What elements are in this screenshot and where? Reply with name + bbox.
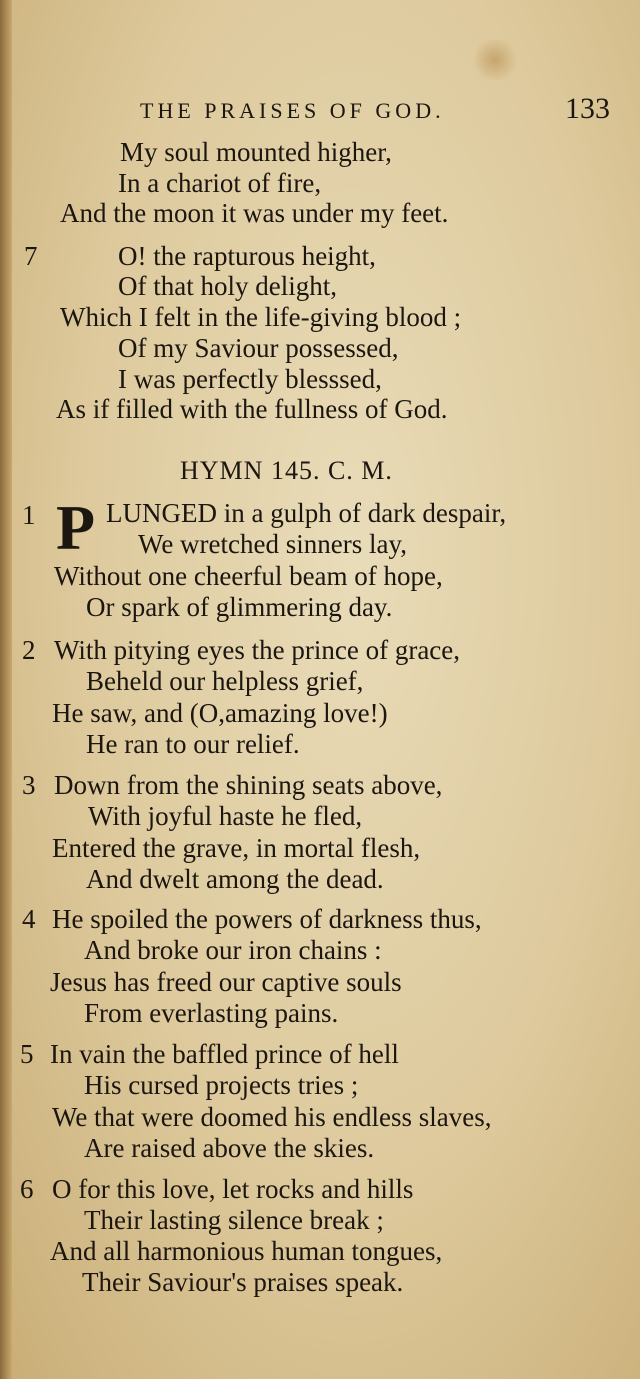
- paper-stain: [470, 40, 520, 80]
- verse-line: O! the rapturous height,: [118, 241, 376, 271]
- verse-number: 3: [22, 770, 36, 800]
- verse-line: With joyful haste he fled,: [88, 801, 363, 831]
- verse-line: Without one cheerful beam of hope,: [54, 561, 443, 591]
- verse-line: And dwelt among the dead.: [86, 864, 384, 894]
- verse-line: Are raised above the skies.: [84, 1133, 375, 1163]
- page-edge: [0, 0, 12, 1379]
- verse-line: And broke our iron chains :: [84, 935, 382, 965]
- verse-line: Entered the grave, in mortal flesh,: [52, 833, 421, 863]
- verse-line: Or spark of glimmering day.: [86, 592, 393, 622]
- verse-line: He saw, and (O,amazing love!): [52, 698, 388, 728]
- verse-line: As if filled with the fullness of God.: [56, 394, 448, 424]
- verse-line: With pitying eyes the prince of grace,: [54, 635, 461, 665]
- verse-line: LUNGED in a gulph of dark despair,: [106, 498, 507, 528]
- verse-line: Their Saviour's praises speak.: [82, 1267, 404, 1297]
- verse-line: Down from the shining seats above,: [54, 770, 443, 800]
- verse-line: In vain the baffled prince of hell: [50, 1039, 399, 1069]
- verse-line: From everlasting pains.: [84, 998, 339, 1028]
- verse-line: Beheld our helpless grief,: [86, 666, 364, 696]
- verse-line: He ran to our relief.: [86, 729, 300, 759]
- stanza-number: 7: [24, 241, 38, 271]
- hymn-heading: HYMN 145. C. M.: [180, 456, 393, 485]
- verse-line: Which I felt in the life-giving blood ;: [60, 302, 462, 332]
- page-number: 133: [565, 92, 610, 125]
- verse-line: He spoiled the powers of darkness thus,: [52, 904, 482, 934]
- verse-line: We wretched sinners lay,: [138, 529, 407, 559]
- verse-line: Of my Saviour possessed,: [118, 333, 399, 363]
- verse-line: And all harmonious human tongues,: [50, 1236, 443, 1266]
- verse-line: And the moon it was under my feet.: [60, 198, 449, 228]
- verse-number: 5: [20, 1039, 34, 1069]
- drop-cap: P: [56, 492, 96, 563]
- running-title: THE PRAISES OF GOD.: [140, 98, 445, 123]
- verse-line: In a chariot of fire,: [118, 168, 322, 198]
- verse-line: Their lasting silence break ;: [84, 1205, 384, 1235]
- verse-line: We that were doomed his endless slaves,: [52, 1102, 492, 1132]
- verse-line: O for this love, let rocks and hills: [52, 1174, 414, 1204]
- verse-line: My soul mounted higher,: [120, 137, 392, 167]
- verse-line: His cursed projects tries ;: [84, 1070, 359, 1100]
- verse-number: 6: [20, 1174, 34, 1204]
- verse-line: Of that holy delight,: [118, 271, 337, 301]
- verse-number: 4: [22, 904, 36, 934]
- page-header: [140, 92, 610, 126]
- verse-line: I was perfectly blesssed,: [118, 364, 382, 394]
- verse-line: Jesus has freed our captive souls: [50, 967, 402, 997]
- verse-number: 2: [22, 635, 36, 665]
- verse-number: 1: [22, 500, 36, 530]
